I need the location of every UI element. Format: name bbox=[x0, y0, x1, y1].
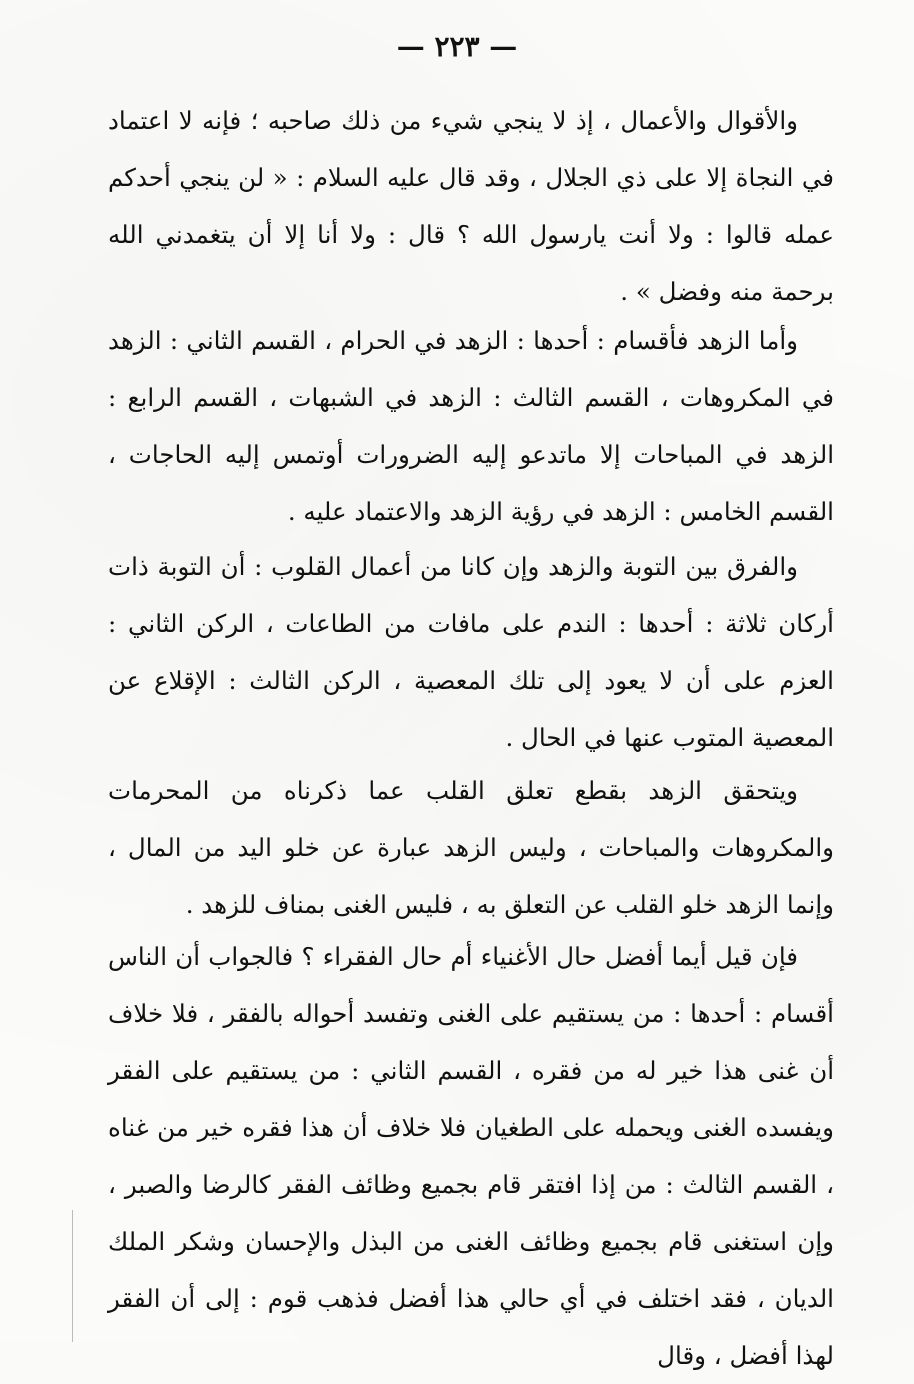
paragraph bbox=[108, 92, 834, 320]
paragraph-text: والأقوال والأعمال ، إذ لا ينجي شيء من ذلك صاحبه ؛ فإنه لا اعتماد في النجاة إلا على ذي الجلال ، وقد قال عليه السلام : « لن ينجي أحدكم عمله قالوا : ولا أنت يارسول الله ؟ قال : ولا أنا إلا أن يتغمدني الله برحمة منه وفضل » . bbox=[108, 106, 834, 306]
paragraph-text: فإن قيل أيما أفضل حال الأغنياء أم حال الفقراء ؟ فالجواب أن الناس أقسام : أحدها : من يستقيم على الغنى وتفسد أحواله بالفقر ، فلا خلاف أن غنى هذا خير له من فقره ، القسم الثاني : من يستقيم على الفقر ويفسده الغنى ويحمله على الطغيان فلا خلاف أن هذا فقره خير من غناه ، القسم الثالث : من إذا افتقر قام بجميع وظائف الفقر كالرضا والصبر ، وإن استغنى قام بجميع وظائف الغنى من البذل والإحسان وشكر الملك الديان ، فقد اختلف في أي حالي هذا أفضل فذهب قوم : إلى أن الفقر لهذا أفضل ، وقال bbox=[108, 942, 834, 1370]
paragraph bbox=[108, 538, 834, 766]
paragraph bbox=[108, 312, 834, 540]
page-edge-line bbox=[72, 1210, 73, 1342]
paragraph-text: وأما الزهد فأقسام : أحدها : الزهد في الحرام ، القسم الثاني : الزهد في المكروهات ، القسم الثالث : الزهد في الشبهات ، القسم الرابع : الزهد في المباحات إلا ماتدعو إليه الضرورات أوتمس إليه الحاجات ، القسم الخامس : الزهد في رؤية الزهد والاعتماد عليه . bbox=[108, 326, 834, 526]
paragraph-text: والفرق بين التوبة والزهد وإن كانا من أعمال القلوب : أن التوبة ذات أركان ثلاثة : أحدها : الندم على مافات من الطاعات ، الركن الثاني : العزم على أن لا يعود إلى تلك المعصية ، الركن الثالث : الإقلاع عن المعصية المتوب عنها في الحال . bbox=[108, 552, 834, 752]
paragraph bbox=[108, 928, 834, 1384]
page-number: — ٢٢٣ — bbox=[396, 30, 518, 63]
paragraph bbox=[108, 762, 834, 933]
paragraph-text: ويتحقق الزهد بقطع تعلق القلب عما ذكرناه من المحرمات والمكروهات والمباحات ، وليس الزهد عبارة عن خلو اليد من المال ، وإنما الزهد خلو القلب عن التعلق به ، فليس الغنى بمناف للزهد . bbox=[108, 776, 834, 919]
